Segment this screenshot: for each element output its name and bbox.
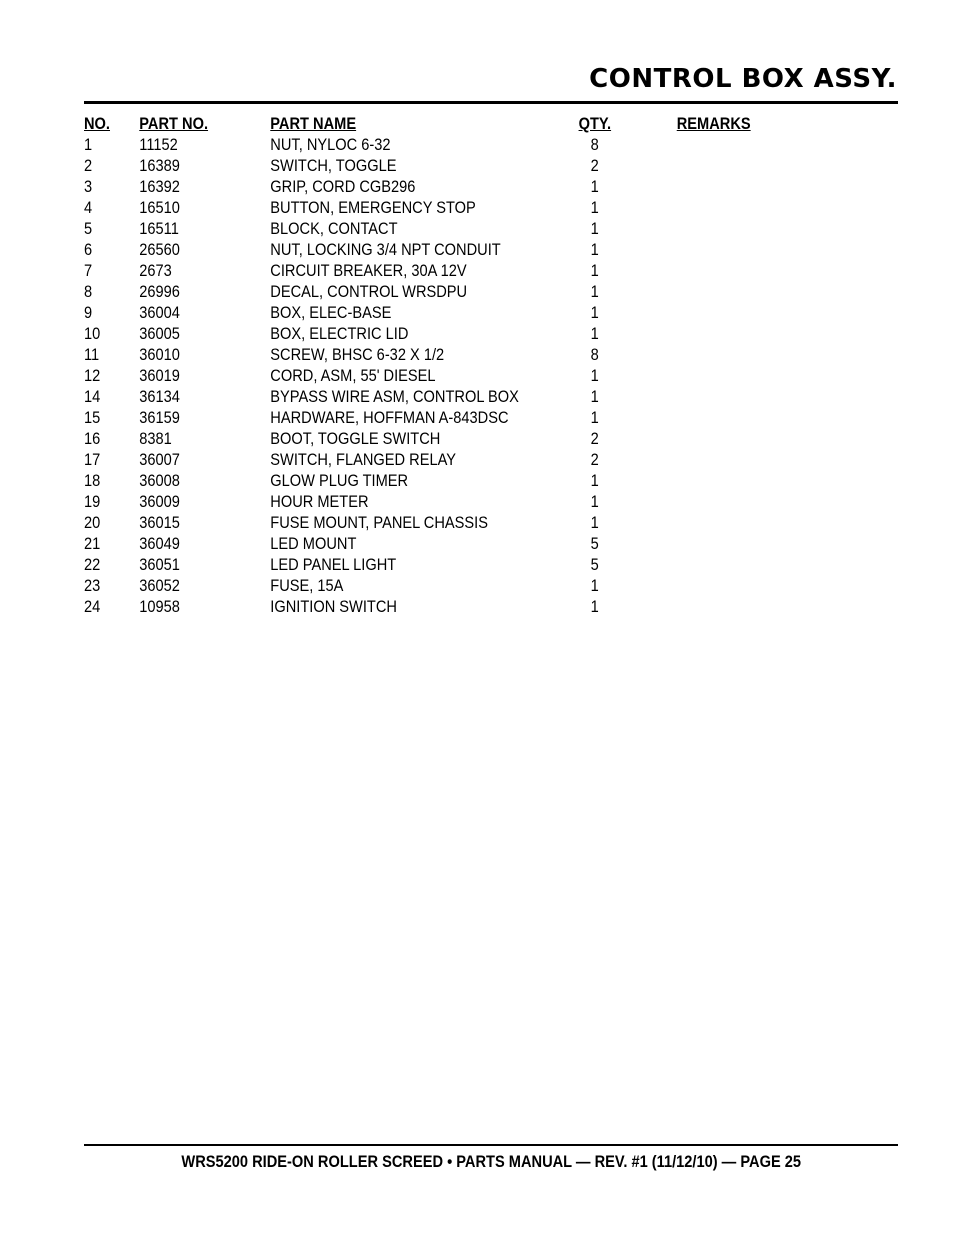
cell-no: 16 <box>84 429 101 448</box>
cell-qty: 1 <box>590 366 599 385</box>
cell-qty: 2 <box>590 450 599 469</box>
cell-no: 20 <box>84 513 101 532</box>
cell-part-name: CIRCUIT BREAKER, 30A 12V <box>270 261 467 280</box>
table-row <box>84 302 772 323</box>
cell-qty: 1 <box>590 576 599 595</box>
table-row <box>84 155 772 176</box>
cell-remarks <box>677 302 772 323</box>
cell-no: 8 <box>84 282 93 301</box>
cell-remarks <box>677 344 772 365</box>
cell-part-no: 36052 <box>139 576 180 595</box>
cell-part-name: BOX, ELECTRIC LID <box>270 324 409 343</box>
footer-rule <box>84 1144 898 1146</box>
cell-part-name: GLOW PLUG TIMER <box>270 471 409 490</box>
cell-part-no: 36004 <box>139 303 180 322</box>
cell-no: 18 <box>84 471 101 490</box>
cell-part-no: 26560 <box>139 240 180 259</box>
cell-qty: 5 <box>590 534 599 553</box>
cell-part-name: GRIP, CORD CGB296 <box>270 177 416 196</box>
cell-qty: 1 <box>590 324 599 343</box>
cell-qty: 5 <box>590 555 599 574</box>
cell-qty: 1 <box>590 597 599 616</box>
cell-part-no: 26996 <box>139 282 180 301</box>
table-header-row <box>84 113 772 134</box>
cell-no: 12 <box>84 366 101 385</box>
cell-part-no: 36134 <box>139 387 180 406</box>
cell-qty: 1 <box>590 240 599 259</box>
cell-part-name: FUSE MOUNT, PANEL CHASSIS <box>270 513 488 532</box>
cell-qty: 1 <box>590 198 599 217</box>
header-qty: QTY. <box>578 114 612 133</box>
cell-part-no: 36049 <box>139 534 180 553</box>
cell-part-no: 16510 <box>139 198 180 217</box>
cell-part-no: 36008 <box>139 471 180 490</box>
cell-no: 21 <box>84 534 101 553</box>
header-part-name: PART NAME <box>270 114 357 133</box>
parts-table-body <box>84 134 772 617</box>
header-rule <box>84 101 898 104</box>
cell-remarks <box>677 575 772 596</box>
cell-qty: 2 <box>590 156 599 175</box>
cell-part-no: 10958 <box>139 597 180 616</box>
cell-no: 19 <box>84 492 101 511</box>
cell-part-name: SWITCH, FLANGED RELAY <box>270 450 457 469</box>
cell-no: 2 <box>84 156 93 175</box>
table-row <box>84 218 772 239</box>
cell-qty: 2 <box>590 429 599 448</box>
table-row <box>84 260 772 281</box>
cell-remarks <box>677 470 772 491</box>
cell-part-no: 36010 <box>139 345 180 364</box>
cell-part-name: SWITCH, TOGGLE <box>270 156 397 175</box>
cell-qty: 1 <box>590 513 599 532</box>
parts-table <box>84 113 772 617</box>
cell-no: 14 <box>84 387 101 406</box>
table-row <box>84 176 772 197</box>
cell-remarks <box>677 176 772 197</box>
table-row <box>84 407 772 428</box>
cell-part-name: SCREW, BHSC 6-32 X 1/2 <box>270 345 445 364</box>
cell-remarks <box>677 533 772 554</box>
page-title: CONTROL BOX ASSY. <box>589 64 897 94</box>
cell-part-no: 16511 <box>139 219 179 238</box>
cell-part-name: HOUR METER <box>270 492 369 511</box>
cell-remarks <box>677 323 772 344</box>
table-row <box>84 281 772 302</box>
cell-part-name: BOOT, TOGGLE SWITCH <box>270 429 441 448</box>
cell-no: 6 <box>84 240 93 259</box>
cell-part-no: 36007 <box>139 450 180 469</box>
cell-no: 11 <box>84 345 100 364</box>
cell-qty: 1 <box>590 282 599 301</box>
cell-remarks <box>677 281 772 302</box>
cell-no: 22 <box>84 555 101 574</box>
cell-remarks <box>677 197 772 218</box>
cell-qty: 1 <box>590 492 599 511</box>
cell-qty: 1 <box>590 303 599 322</box>
cell-no: 9 <box>84 303 93 322</box>
cell-part-no: 36015 <box>139 513 180 532</box>
cell-part-name: BOX, ELEC-BASE <box>270 303 392 322</box>
cell-remarks <box>677 134 772 155</box>
table-row <box>84 344 772 365</box>
table-row <box>84 596 772 617</box>
table-row <box>84 554 772 575</box>
cell-part-name: HARDWARE, HOFFMAN A-843DSC <box>270 408 509 427</box>
cell-part-name: BUTTON, EMERGENCY STOP <box>270 198 476 217</box>
cell-qty: 1 <box>590 219 599 238</box>
cell-part-name: LED MOUNT <box>270 534 357 553</box>
page-footer <box>84 1152 898 1172</box>
cell-remarks <box>677 218 772 239</box>
cell-part-no: 36051 <box>139 555 180 574</box>
table-row <box>84 428 772 449</box>
cell-part-no: 36019 <box>139 366 180 385</box>
cell-qty: 1 <box>590 408 599 427</box>
cell-part-name: BLOCK, CONTACT <box>270 219 398 238</box>
table-row <box>84 365 772 386</box>
table-row <box>84 239 772 260</box>
cell-part-name: BYPASS WIRE ASM, CONTROL BOX <box>270 387 519 406</box>
table-row <box>84 197 772 218</box>
cell-part-no: 11152 <box>139 135 178 154</box>
table-row <box>84 323 772 344</box>
cell-no: 24 <box>84 597 101 616</box>
cell-no: 1 <box>84 135 93 154</box>
cell-no: 23 <box>84 576 101 595</box>
cell-remarks <box>677 365 772 386</box>
cell-part-name: NUT, NYLOC 6-32 <box>270 135 391 154</box>
cell-qty: 1 <box>590 471 599 490</box>
cell-part-no: 16389 <box>139 156 180 175</box>
table-row <box>84 533 772 554</box>
table-row <box>84 386 772 407</box>
cell-part-name: IGNITION SWITCH <box>270 597 397 616</box>
cell-part-name: NUT, LOCKING 3/4 NPT CONDUIT <box>270 240 501 259</box>
cell-no: 17 <box>84 450 101 469</box>
cell-remarks <box>677 407 772 428</box>
cell-no: 3 <box>84 177 93 196</box>
cell-remarks <box>677 428 772 449</box>
cell-remarks <box>677 491 772 512</box>
cell-remarks <box>677 512 772 533</box>
cell-part-no: 8381 <box>139 429 172 448</box>
table-row <box>84 134 772 155</box>
header-remarks: REMARKS <box>676 114 751 133</box>
cell-part-name: LED PANEL LIGHT <box>270 555 397 574</box>
cell-remarks <box>677 386 772 407</box>
cell-qty: 8 <box>590 345 599 364</box>
cell-qty: 1 <box>590 177 599 196</box>
footer-text: WRS5200 RIDE-ON ROLLER SCREED • PARTS MANUAL — REV. #1 (11/12/10) — PAGE 25 <box>181 1152 801 1171</box>
header-part-no: PART NO. <box>139 114 209 133</box>
cell-remarks <box>677 449 772 470</box>
cell-remarks <box>677 155 772 176</box>
cell-qty: 1 <box>590 261 599 280</box>
cell-part-no: 36009 <box>139 492 180 511</box>
cell-remarks <box>677 260 772 281</box>
cell-part-no: 16392 <box>139 177 180 196</box>
cell-part-no: 36159 <box>139 408 180 427</box>
cell-part-no: 36005 <box>139 324 180 343</box>
cell-qty: 8 <box>590 135 599 154</box>
cell-part-no: 2673 <box>139 261 172 280</box>
cell-no: 10 <box>84 324 101 343</box>
cell-no: 15 <box>84 408 101 427</box>
cell-remarks <box>677 239 772 260</box>
cell-remarks <box>677 554 772 575</box>
table-row <box>84 449 772 470</box>
table-row <box>84 491 772 512</box>
cell-part-name: DECAL, CONTROL WRSDPU <box>270 282 468 301</box>
table-row <box>84 470 772 491</box>
cell-remarks <box>677 596 772 617</box>
cell-part-name: CORD, ASM, 55' DIESEL <box>270 366 436 385</box>
cell-no: 4 <box>84 198 93 217</box>
header-no: NO. <box>84 114 111 133</box>
table-row <box>84 575 772 596</box>
cell-no: 7 <box>84 261 93 280</box>
cell-part-name: FUSE, 15A <box>270 576 344 595</box>
cell-no: 5 <box>84 219 93 238</box>
cell-qty: 1 <box>590 387 599 406</box>
table-row <box>84 512 772 533</box>
